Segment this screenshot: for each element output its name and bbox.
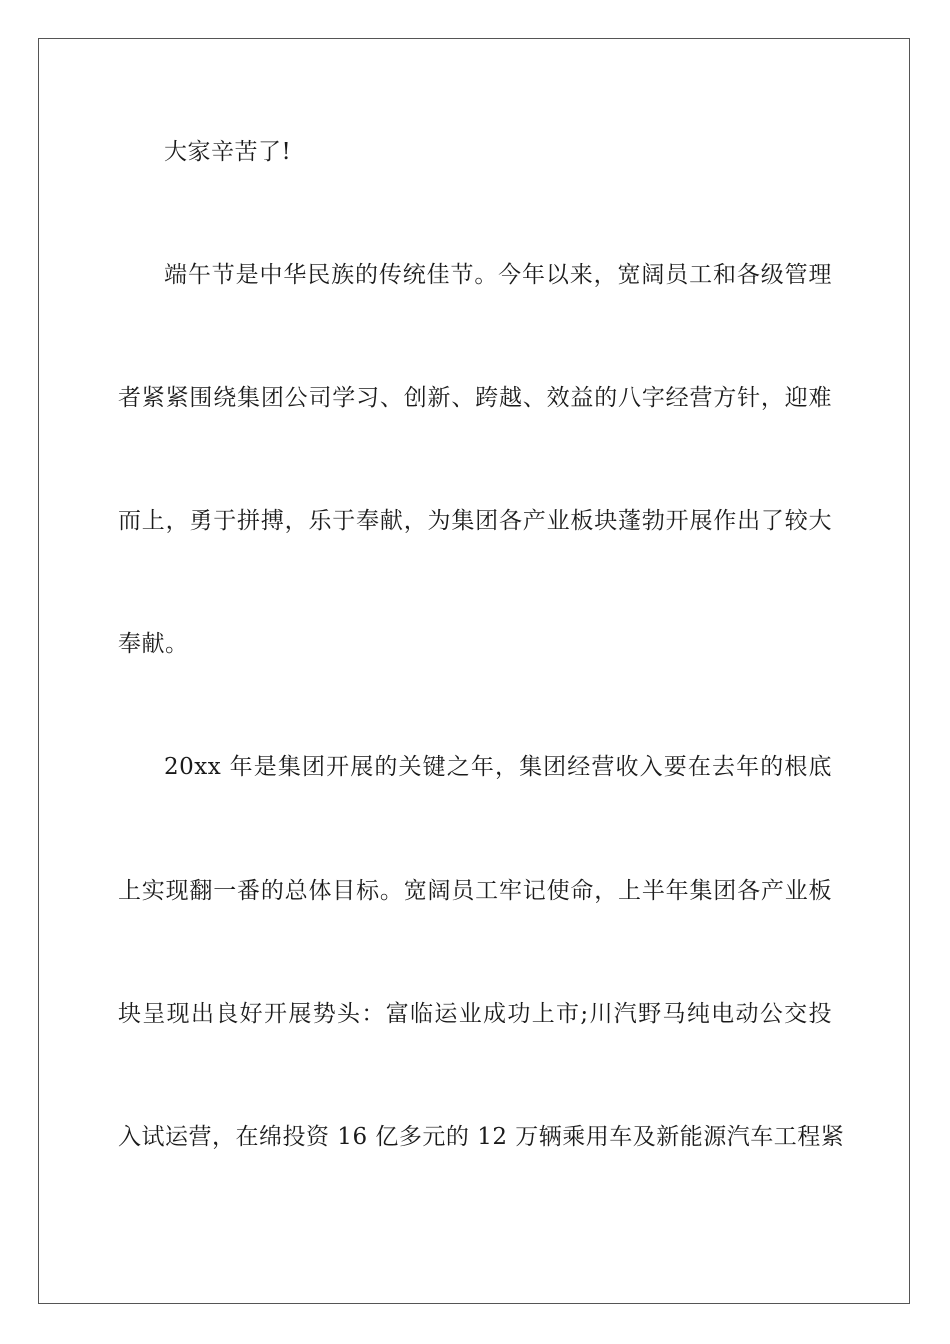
paragraph-1-line-3: 而上，勇于拼搏，乐于奉献，为集团各产业板块蓬勃开展作出了较大 [118, 508, 832, 534]
greeting-line: 大家辛苦了! [164, 139, 292, 165]
paragraph-1-line-4: 奉献。 [118, 631, 189, 657]
paragraph-2-line-1: 20xx 年是集团开展的关键之年，集团经营收入要在去年的根底 [164, 754, 832, 780]
paragraph-2-line-2: 上实现翻一番的总体目标。宽阔员工牢记使命，上半年集团各产业板 [118, 878, 832, 904]
paragraph-1-line-1: 端午节是中华民族的传统佳节。今年以来，宽阔员工和各级管理 [164, 262, 832, 288]
paragraph-2-line-3: 块呈现出良好开展势头：富临运业成功上市;川汽野马纯电动公交投 [118, 1001, 832, 1027]
paragraph-2-line-4: 入试运营，在绵投资 16 亿多元的 12 万辆乘用车及新能源汽车工程紧 [118, 1124, 845, 1150]
page-border [38, 38, 910, 1304]
paragraph-1-line-2: 者紧紧围绕集团公司学习、创新、跨越、效益的八字经营方针，迎难 [118, 385, 832, 411]
